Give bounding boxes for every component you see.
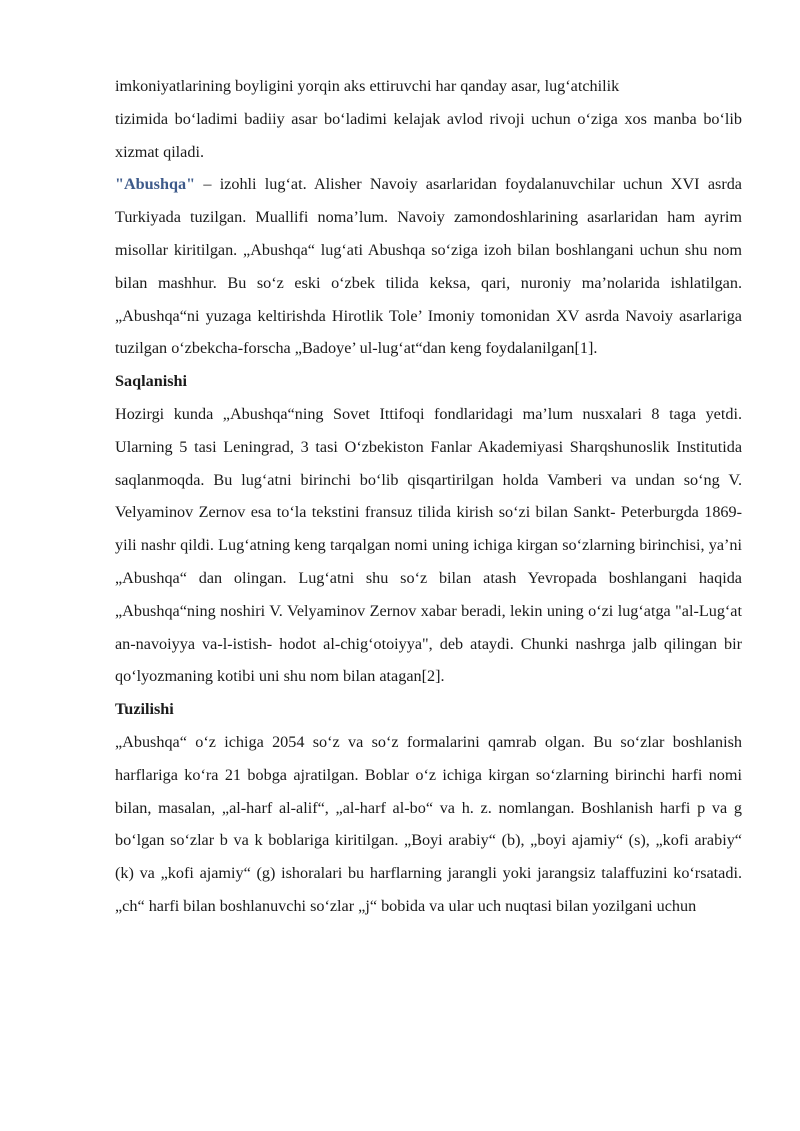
intro-first-line	[115, 70, 742, 103]
abushqa-definition: – izohli lug‘at. Alisher Navoiy asarlaridan foydalanuvchilar uchun XVI asrda Turkiyada tuzilgan. Muallifi noma’lum. Navoiy zamondoshlarining asarlaridan ham ayrim misollar kiritilgan. „Abushqa“ lug‘ati Abushqa so‘ziga izoh bilan boshlangani uchun shu nom bilan mashhur. Bu so‘z eski o‘zbek tilida keksa, qari, nuroniy ma’nolarida ishlatilgan. „Abushqa“ni yuzaga keltirishda Hirotlik Tole’ Imoniy tomonidan XV asrda Navoiy asarlariga tuzilgan o‘zbekcha-forscha „Badoye’ ul-lug‘at“dan keng foydalanilgan[1].	[115, 175, 742, 358]
intro-paragraph: tizimida bo‘ladimi badiiy asar bo‘ladimi kelajak avlod rivoji uchun o‘ziga xos manba bo‘lib xizmat qiladi.	[115, 109, 742, 161]
tuzilishi-paragraph: „Abushqa“ o‘z ichiga 2054 so‘z va so‘z formalarini qamrab olgan. Bu so‘zlar boshlanish harflariga ko‘ra 21 bobga ajratilgan. Boblar o‘z ichiga kirgan so‘zlarning birinchi harfi nomi bilan, masalan, „al-harf al-alif“, „al-harf al-bo“ va h. z. nomlangan. Boshlanish harfi p va g bo‘lgan so‘zlar b va k boblariga kiritilgan. „Boyi arabiy“ (b), „boyi ajamiy“ (s), „kofi arabiy“ (k) va „kofi ajamiy“ (g) ishoralari bu harflarning jarangli yoki jarangsiz talaffuzini ko‘rsatadi. „ch“ harfi bilan boshlanuvchi so‘zlar „j“ bobida va ular uch nuqtasi bilan yozilgani uchun	[115, 732, 742, 915]
abushqa-paragraph	[115, 168, 742, 365]
document-page	[115, 70, 742, 923]
heading-tuzilishi: Tuzilishi	[115, 700, 174, 719]
intro-line-1-text: imkoniyatlarining boyligini yorqin aks ettiruvchi har qanday asar, lug‘atchilik	[115, 77, 620, 95]
abushqa-term: "Abushqa"	[115, 175, 196, 194]
saqlanishi-paragraph: Hozirgi kunda „Abushqa“ning Sovet Ittifoqi fondlaridagi ma’lum nusxalari 8 taga yetdi. Ularning 5 tasi Leningrad, 3 tasi O‘zbekiston Fanlar Akademiyasi Sharqshunoslik Institutida saqlanmoqda. Bu lug‘atni birinchi bo‘lib qisqartirilgan holda Vamberi va undan so‘ng V. Velyaminov Zernov esa to‘la tekstini fransuz tilida kirish so‘zi bilan Sankt- Peterburgda 1869-yili nashr qildi. Lug‘atning keng tarqalgan nomi uning ichiga kirgan so‘zlarning birinchisi, ya’ni „Abushqa“ dan olingan. Lug‘atni shu so‘z bilan atash Yevropada boshlangani haqida „Abushqa“ning noshiri V. Velyaminov Zernov xabar beradi, lekin uning o‘zi lug‘atga "al-Lug‘at an-navoiyya va-l-istish- hodot al-chig‘otoiyya", deb ataydi. Chunki nashrga jalb qilingan bir qo‘lyozmaning kotibi uni shu nom bilan atagan[2].	[115, 404, 742, 686]
heading-saqlanishi: Saqlanishi	[115, 372, 187, 391]
